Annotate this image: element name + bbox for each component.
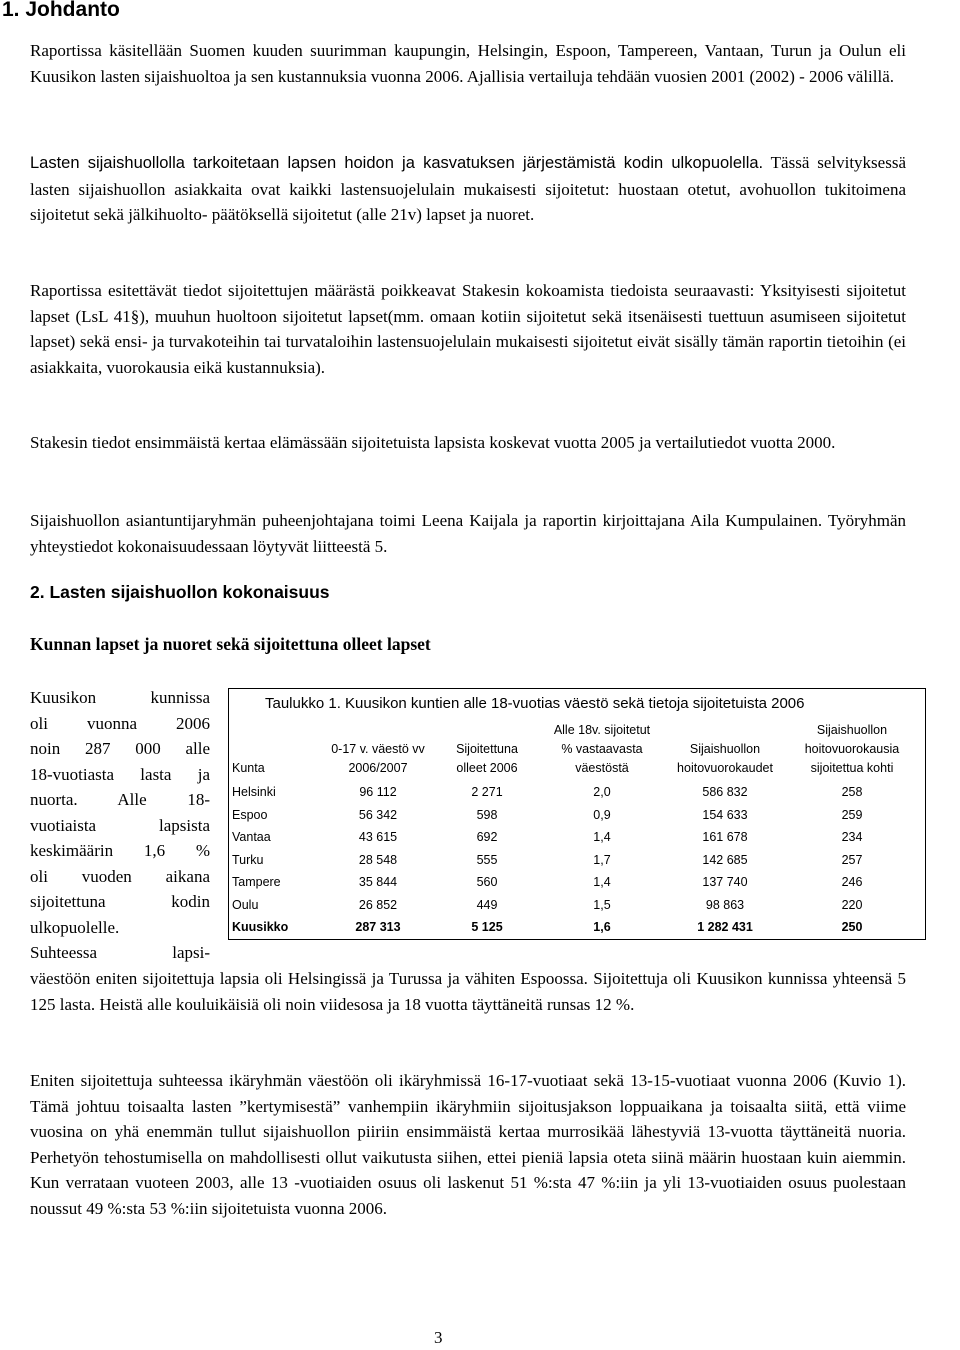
table-caption: Taulukko 1. Kuusikon kuntien alle 18-vuotias väestö sekä tietoja sijoitetuista 2006 [265,695,805,712]
definition-paragraph [30,150,906,228]
side-line: ulkopuolelle. [30,917,120,937]
side-line: keskimäärin 1,6 % [30,841,210,860]
side-line: 18-vuotiasta lasta ja [30,764,210,784]
side-line: vuotiaista lapsista [30,815,210,835]
column-header-percent: Alle 18v. sijoitetut % vastaavasta väestöstä [553,723,651,775]
population-placements-table [231,721,916,939]
table-row: Tampere 35 844 560 1,4 137 740 246 [232,875,863,890]
table-row: Turku 28 548 555 1,7 142 685 257 [232,852,863,867]
age-groups-paragraph: Eniten sijoitettuja suhteessa ikäryhmän väestöön oli ikäryhmissä 16-17-vuotiaat sekä 13-15-vuotiaat vuonna 2006 (Kuvio 1). Tämä johtuu toisaalta lasten ”kertymisestä” vanhempiin ikäryhmiin sijoitusjakson loppuaikana ja toisaalta siitä, että viime vuosina on yhä enemmän tullut sijaishuollon piiriin ensimmäistä kertaa murrosikää lähestyviä 13-vuotta täyttäneitä nuoria. Perhetyön tehostumisella on mahdollisesti ollut vaikutusta siihen, ettei pieniä lapsia oteta siinä määrin huostaan kuin aiemmin. Kun verrataan vuoteen 2003, alle 13 -vuotiaiden osuus oli laskenut 51 %:sta 47 %:iin ja yli 13-vuotiaiden osuus puolestaan noussut 49 %:sta 53 %:iin sijoitetuista vuonna 2006. [30,1071,906,1218]
subsection-heading: Kunnan lapset ja nuoret sekä sijoitettuna olleet lapset [30,634,431,654]
table-row: Espoo 56 342 598 0,9 154 633 259 [232,807,863,822]
data-difference-paragraph: Raportissa esitettävät tiedot sijoitettujen määrästä poikkeavat Stakesin kokoamista tiedoista seuraavasti: Yksityisesti sijoitetut lapset (LsL 41§), muuhun huoltoon sijoitetut lapset(mm. omaan kotiin sijoitetut sekä itsenäisesti tuettuun asumiseen sijoitetut lapset) sekä ensi- ja turvakoteihin tai turvataloihin lastensuojelulain mukaisesti sijoitetut eivät sisälly tämän raportin tietoihin (ei asiakkaita, vuorokausia eikä kustannuksia). [30,281,906,377]
definition-lead: Lasten sijaishuollolla tarkoitetaan lapsen hoidon ja kasvatuksen järjestämistä kodin ulkopuolella. [30,154,764,172]
column-header-placed: Sijoitettuna olleet 2006 [456,742,518,775]
after-table-paragraph: väestöön eniten sijoitettuja lapsia oli Helsingissä ja Turussa ja vähiten Espoossa. Sijoitettuja oli Kuusikon kunnissa yhteensä 5 125 lasta. Heistä alle kouluikäisiä oli noin viidesosa ja 18 vuotta täyttäneitä runsas 12 %. [30,969,906,1014]
column-header-days-per-child: Sijaishuollon hoitovuorokausia sijoitettua kohti [804,723,900,775]
side-line: noin 287 000 alle [30,739,210,758]
side-line: sijoitettuna kodin [30,892,210,911]
column-header-kunta: Kunta [232,761,265,775]
definition-rest: Tässä selvityksessä lasten sijaishuollon asiakkaita ovat kaikki lastensuojelulain mukaisesti sijoitetut: huostaan otetut, avohuollon tukitoimena sijoitetut sekä jälkihuolto- päätöksellä sijoitetut (alle 21v) lapset ja nuoret. [30,153,906,224]
side-line: oli vuoden aikana [30,866,210,886]
intro-paragraph: Raportissa käsitellään Suomen kuuden suurimman kaupungin, Helsingin, Espoon, Tampereen, Vantaan, Turun ja Oulun eli Kuusikon lasten sijaishuoltoa ja sen kustannuksia vuonna 2006. Ajallisia vertailuja tehdään vuosien 2001 (2002) - 2006 välillä. [30,41,906,86]
table-1 [228,688,926,940]
side-line: Kuusikon kunnissa [30,688,210,707]
stakes-paragraph: Stakesin tiedot ensimmäistä kertaa elämässään sijoitetuista lapsista koskevat vuotta 2005 ja vertailutiedot vuotta 2000. [30,433,836,452]
table-row: Vantaa 43 615 692 1,4 161 678 234 [232,830,863,845]
side-line: oli vuonna 2006 [30,713,210,733]
table-total-row: Kuusikko 287 313 5 125 1,6 1 282 431 250 [232,920,863,935]
table-row: Oulu 26 852 449 1,5 98 863 220 [232,897,863,912]
workgroup-paragraph: Sijaishuollon asiantuntijaryhmän puheenjohtajana toimi Leena Kaijala ja raportin kirjoittajana Aila Kumpulainen. Työryhmän yhteystiedot kokonaisuudessaan löytyvät liitteestä 5. [30,511,906,556]
page-number: 3 [434,1328,443,1347]
column-header-care-days: Sijaishuollon hoitovuorokaudet [677,742,773,775]
side-line: nuorta. Alle 18- [30,790,210,809]
section-1-heading: 1. Johdanto [2,0,120,21]
column-header-population: 0-17 v. väestö vv 2006/2007 [331,742,425,775]
side-paragraph [30,685,210,966]
section-2-heading: 2. Lasten sijaishuollon kokonaisuus [30,582,330,602]
table-row: Helsinki 96 112 2 271 2,0 586 832 258 [232,785,863,800]
side-line: Suhteessa lapsi- [30,943,210,962]
